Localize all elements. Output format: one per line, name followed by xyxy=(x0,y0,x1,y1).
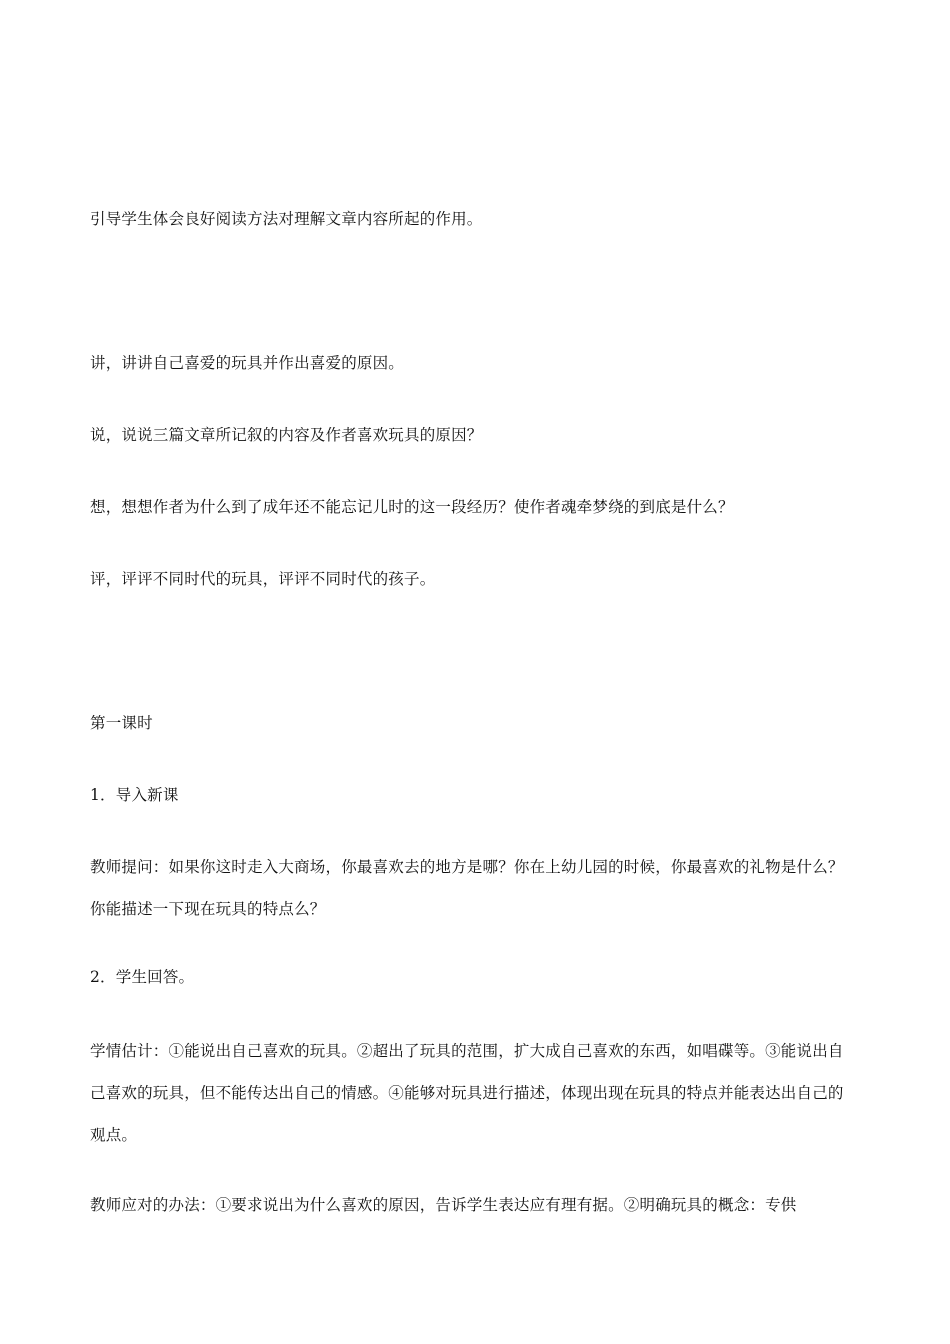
paragraph-think: 想，想想作者为什么到了成年还不能忘记儿时的这一段经历？使作者魂牵梦绕的到底是什么？ xyxy=(90,498,734,516)
paragraph-speak: 讲，讲讲自己喜爱的玩具并作出喜爱的原因。 xyxy=(90,354,405,372)
paragraph-evaluate: 评，评评不同时代的玩具，评评不同时代的孩子。 xyxy=(90,570,436,588)
paragraph-say: 说，说说三篇文章所记叙的内容及作者喜欢玩具的原因？ xyxy=(90,426,483,444)
paragraph-reading-method: 引导学生体会良好阅读方法对理解文章内容所起的作用。 xyxy=(90,210,483,228)
paragraph-teacher-response: 教师应对的办法：①要求说出为什么喜欢的原因，告诉学生表达应有理有据。②明确玩具的概念：专供 xyxy=(90,1196,797,1214)
paragraph-learning-estimate: 学情估计：①能说出自己喜欢的玩具。②超出了玩具的范围，扩大成自己喜欢的东西，如唱碟等。③能说出自己喜欢的玩具，但不能传达出自己的情感。④能够对玩具进行描述，体现出现在玩具的特点并能表达出自己的观点。 xyxy=(90,1042,844,1144)
paragraph-teacher-question: 教师提问：如果你这时走入大商场，你最喜欢去的地方是哪？你在上幼儿园的时候，你最喜欢的礼物是什么？你能描述一下现在玩具的特点么？ xyxy=(90,858,844,918)
step-heading-student-answer: 2．学生回答。 xyxy=(90,968,195,986)
section-heading-first-lesson: 第一课时 xyxy=(90,714,153,732)
step-heading-introduce: 1．导入新课 xyxy=(90,786,179,804)
